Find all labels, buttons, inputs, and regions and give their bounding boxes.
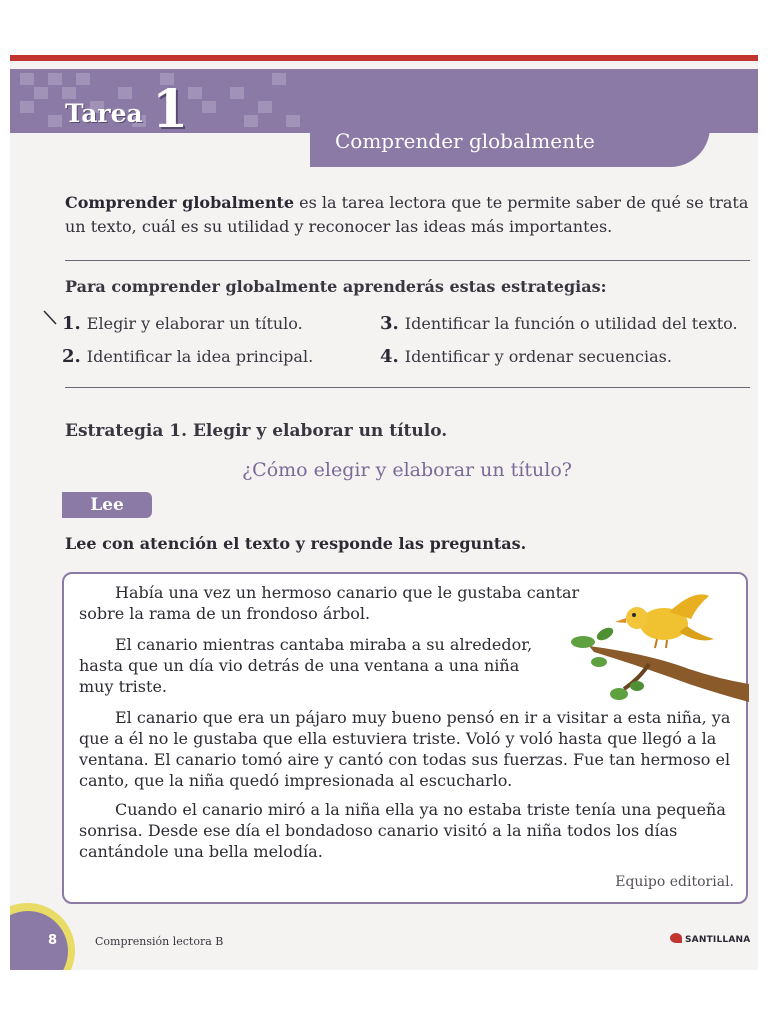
reading-instruction: Lee con atención el texto y responde las preguntas. [65, 534, 527, 553]
publisher-logo-icon [670, 933, 682, 943]
strategy-item-1 [62, 313, 303, 334]
strategy-text: Identificar la función o utilidad del texto. [404, 314, 738, 333]
divider-bottom [65, 387, 750, 388]
tarea-number: 1 [152, 79, 189, 140]
strategy-item-4 [380, 346, 672, 367]
strategy-number: 3. [380, 313, 399, 334]
strategy-text: Elegir y elaborar un título. [86, 314, 303, 333]
strategy-number: 4. [380, 346, 399, 367]
divider-top [65, 260, 750, 261]
reading-paragraph-3: El canario que era un pájaro muy bueno pensó en ir a visitar a esta niña, ya que a él no le gustaba que ella estuviera triste. Voló y voló hasta que llegó a la ventana. El canario tomó aire y cantó con todas sus fuerzas. Fue tan hermoso el canto, que la niña quedó impresionada al escucharlo. [79, 708, 731, 790]
strategy-text: Identificar la idea principal. [86, 347, 314, 366]
publisher-logo [670, 933, 750, 945]
strategy-number: 1. [62, 313, 81, 334]
lee-label: Lee [62, 492, 152, 518]
section-question: ¿Cómo elegir y elaborar un título? [242, 459, 572, 481]
reading-credit: Equipo editorial. [615, 874, 734, 890]
page [10, 55, 758, 970]
intro-bold: Comprender globalmente [65, 193, 295, 212]
header-subtitle: Comprender globalmente [335, 129, 595, 153]
pen-tick-icon [42, 309, 60, 327]
intro-paragraph [65, 191, 755, 239]
strategy-item-2 [62, 346, 313, 367]
tarea-label: Tarea [65, 99, 143, 128]
strategy-title: Estrategia 1. Elegir y elaborar un título. [65, 421, 448, 441]
strategy-item-3 [380, 313, 738, 334]
reading-text-box [62, 572, 748, 904]
page-number: 8 [48, 933, 58, 948]
header [10, 61, 758, 171]
reading-paragraph-4: Cuando el canario miró a la niña ella ya no estaba triste tenía una pequeña sonrisa. Desde ese día el bondadoso canario visitó a la niña todos los días cantándole una bella melodía. [79, 800, 726, 861]
strategy-number: 2. [62, 346, 81, 367]
reading-paragraph-1: Había una vez un hermoso canario que le gustaba cantar sobre la rama de un frondoso árbol. [79, 583, 580, 623]
reading-paragraph-2: El canario mientras cantaba miraba a su alrededor, hasta que un día vio detrás de una ventana a una niña muy triste. [79, 635, 533, 696]
strategies-heading: Para comprender globalmente aprenderás estas estrategias: [65, 277, 607, 296]
intro-text: es la tarea lectora que te permite saber de qué se trata un texto, cuál es su utilidad y reconocer las ideas más importantes. [65, 193, 749, 236]
strategy-text: Identificar y ordenar secuencias. [404, 347, 672, 366]
publisher-name: SANTILLANA [685, 935, 751, 945]
footer-book-title: Comprensión lectora B [95, 935, 224, 948]
